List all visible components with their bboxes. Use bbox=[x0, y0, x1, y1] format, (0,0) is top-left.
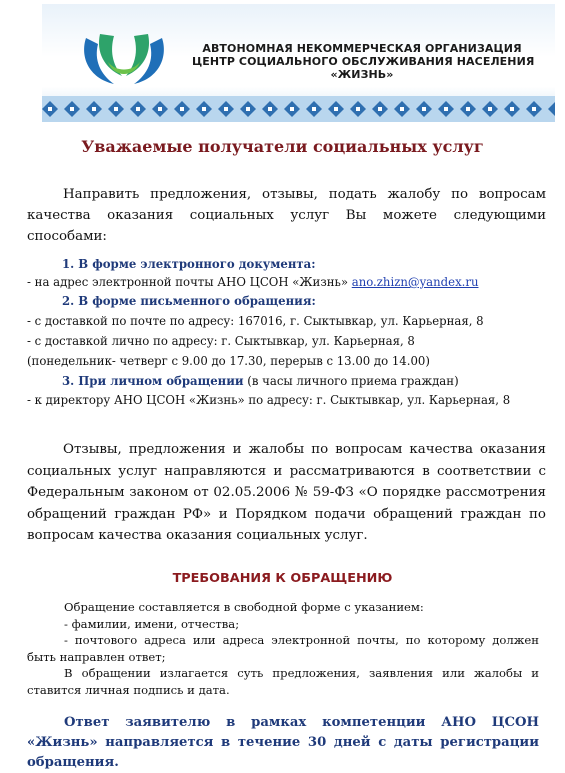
organization-logo-icon bbox=[78, 26, 170, 90]
requirements-line-2: - фамилии, имени, отчества; bbox=[64, 617, 240, 631]
method-2-line-1: - с доставкой по почте по адресу: 167016, г. Сыктывкар, ул. Карьерная, 8 bbox=[27, 314, 484, 328]
requirements-line-1: Обращение составляется в свободной форме с указанием: bbox=[64, 600, 424, 614]
requirements-line-4: В обращении излагается суть предложения, заявления или жалобы и ставится личная подпись и дата. bbox=[27, 666, 539, 697]
org-name-line-1: АВТОНОМНАЯ НЕКОММЕРЧЕСКАЯ ОРГАНИЗАЦИЯ bbox=[202, 42, 522, 55]
organization-name bbox=[192, 42, 535, 81]
method-1-heading: 1. В форме электронного документа: bbox=[62, 257, 316, 271]
method-2-line-2: - с доставкой лично по адресу: г. Сыктывкар, ул. Карьерная, 8 bbox=[27, 334, 415, 348]
law-text: Отзывы, предложения и жалобы по вопросам качества оказания социальных услуг направляются и рассматриваются в соответствии с Федеральным законом от 02.05.2006 № 59-ФЗ «О порядке рассмотрения обращений граждан РФ» и Порядком подачи обращений граждан по вопросам качества оказания социальных услуг. bbox=[27, 442, 546, 543]
email-link[interactable]: ano.zhizn@yandex.ru bbox=[351, 275, 479, 289]
method-3-heading: 3. При личном обращении (в часы личного приема граждан) bbox=[62, 374, 459, 388]
requirements-heading: ТРЕБОВАНИЯ К ОБРАЩЕНИЮ bbox=[172, 571, 393, 586]
page-title: Уважаемые получатели социальных услуг bbox=[81, 137, 484, 156]
law-paragraph bbox=[27, 439, 546, 547]
intro-text: Направить предложения, отзывы, подать жалобу по вопросам качества оказания социальных услуг Вы можете следующими способами: bbox=[27, 187, 546, 244]
header-banner bbox=[42, 4, 555, 122]
final-statement: Ответ заявителю в рамках компетенции АНО ЦСОН «Жизнь» направляется в течение 30 дней с даты регистрации обращения. bbox=[27, 715, 539, 770]
requirements-line-3: - почтового адреса или адреса электронной почты, по которому должен быть направлен ответ; bbox=[27, 633, 539, 664]
org-name-line-3: «ЖИЗНЬ» bbox=[330, 68, 394, 81]
intro-paragraph bbox=[27, 184, 546, 247]
ornament-border-icon bbox=[42, 96, 555, 122]
org-name-line-2: ЦЕНТР СОЦИАЛЬНОГО ОБСЛУЖИВАНИЯ НАСЕЛЕНИЯ bbox=[192, 55, 535, 68]
method-1-line: - на адрес электронной почты АНО ЦСОН «Жизнь» ano.zhizn@yandex.ru bbox=[27, 275, 479, 289]
method-3-line-1: - к директору АНО ЦСОН «Жизнь» по адресу: г. Сыктывкар, ул. Карьерная, 8 bbox=[27, 393, 511, 407]
method-2-line-3: (понедельник- четверг с 9.00 до 17.30, перерыв с 13.00 до 14.00) bbox=[27, 354, 430, 368]
method-3-note: (в часы личного приема граждан) bbox=[247, 374, 459, 388]
method-2-heading: 2. В форме письменного обращения: bbox=[62, 294, 316, 308]
